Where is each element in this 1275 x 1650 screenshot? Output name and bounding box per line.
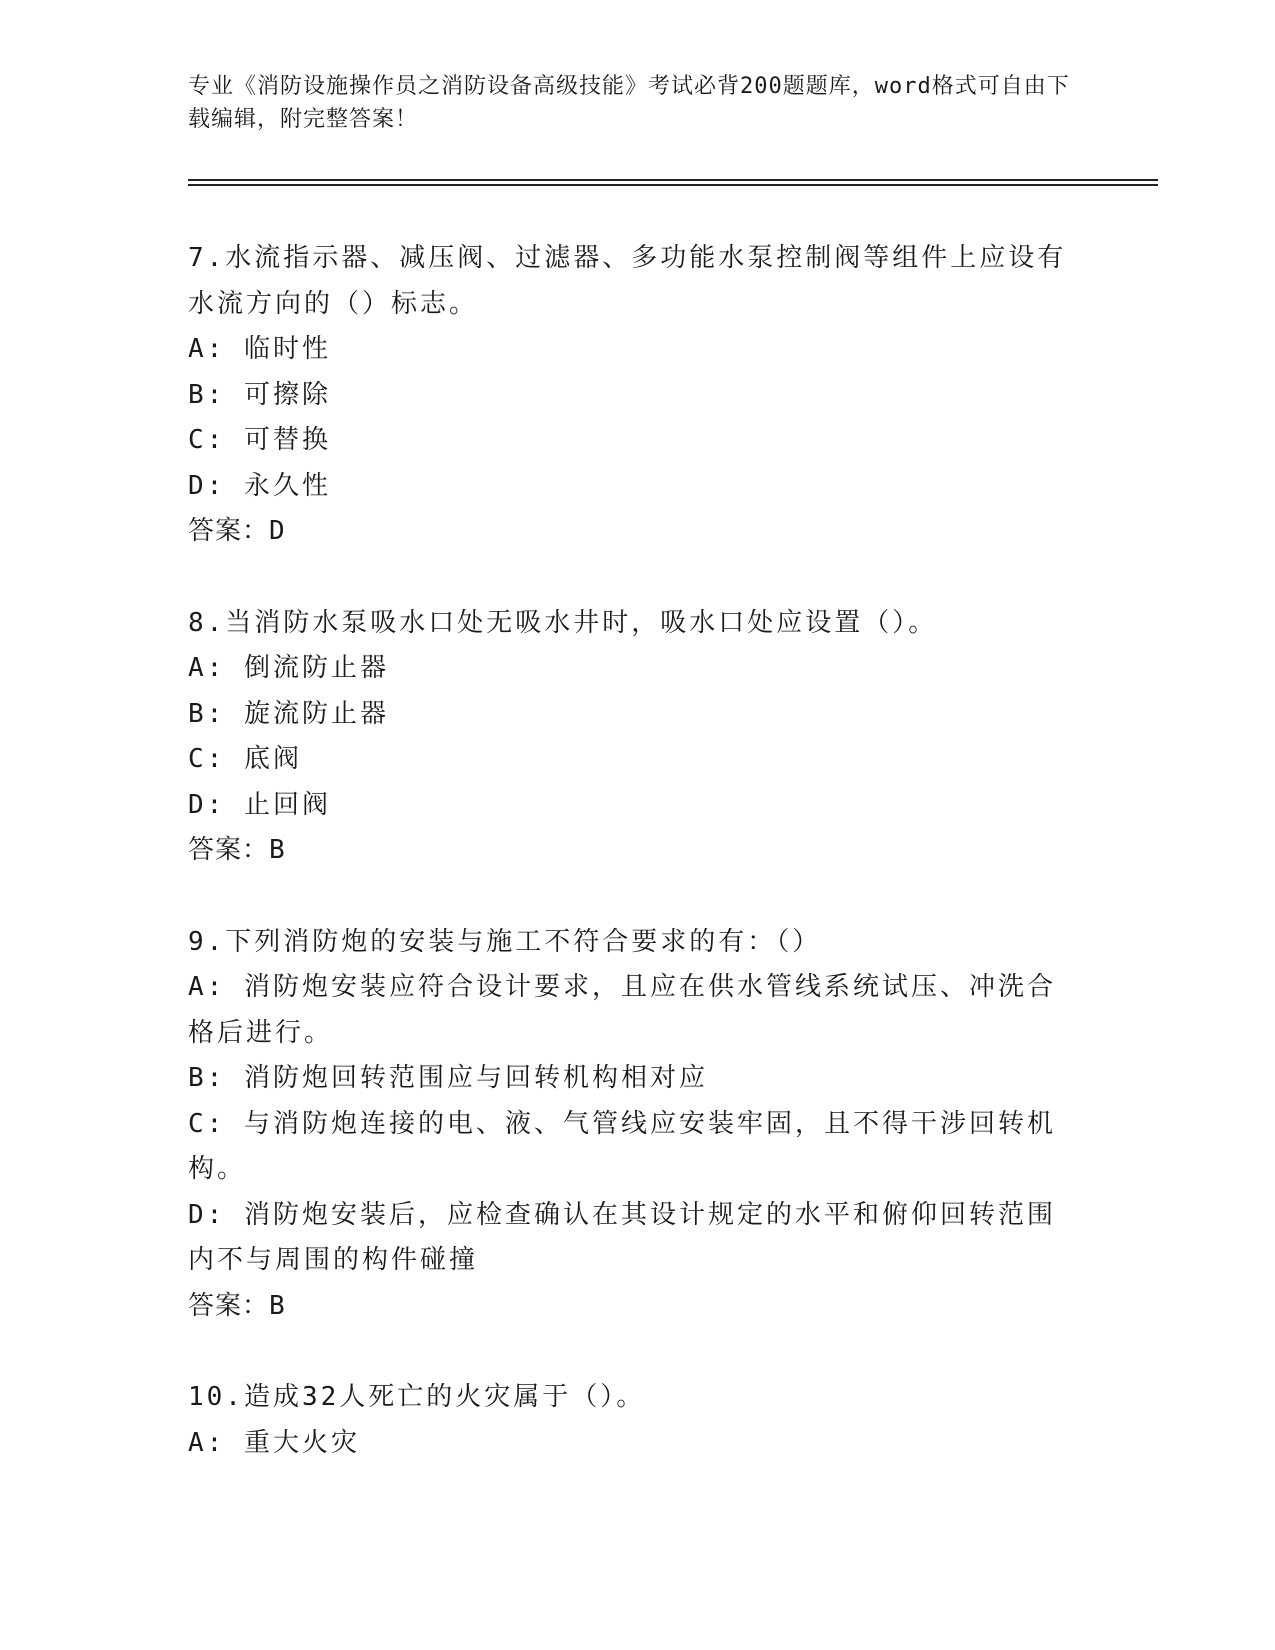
option-d: D: 永久性 — [188, 470, 331, 501]
document-header: 专业《消防设施操作员之消防设备高级技能》考试必背200题题库，word格式可自由下载编辑，附完整答案！ — [188, 74, 1070, 132]
question-10 — [188, 1375, 1078, 1466]
header-divider-top — [188, 179, 1158, 181]
option-b: B: 消防炮回转范围应与回转机构相对应 — [188, 1063, 708, 1093]
question-list — [188, 236, 1078, 1512]
answer-line — [188, 1284, 1078, 1330]
answer-label: 答案： — [188, 516, 270, 546]
option-c: C: 可替换 — [188, 425, 331, 455]
header-divider-bottom — [188, 184, 1158, 186]
option-c: C: 与消防炮连接的电、液、气管线应安装牢固，且不得干涉回转机构。 — [188, 1108, 1056, 1184]
option-a: A: 重大火灾 — [188, 1427, 360, 1458]
answer-value: D — [269, 516, 286, 546]
question-text: 7.水流指示器、减压阀、过滤器、多功能水泵控制阀等组件上应设有水流方向的（）标志。 — [188, 243, 1067, 319]
question-text: 10.造成32人死亡的火灾属于（）。 — [188, 1382, 646, 1412]
question-9 — [188, 920, 1078, 1330]
option-d: D: 消防炮安装后，应检查确认在其设计规定的水平和俯仰回转范围内不与周围的构件碰撞 — [188, 1199, 1056, 1275]
option-a: A: 消防炮安装应符合设计要求，且应在供水管线系统试压、冲洗合格后进行。 — [188, 972, 1056, 1048]
option-c: C: 底阀 — [188, 744, 302, 774]
answer-line — [188, 828, 1078, 874]
option-d: D: 止回阀 — [188, 789, 331, 820]
question-text: 8.当消防水泵吸水口处无吸水井时，吸水口处应设置（）。 — [188, 607, 938, 638]
option-b: B: 可擦除 — [188, 379, 331, 410]
option-b: B: 旋流防止器 — [188, 698, 389, 729]
question-text: 9.下列消防炮的安装与施工不符合要求的有：（） — [188, 926, 822, 957]
option-a: A: 临时性 — [188, 334, 331, 364]
question-8 — [188, 601, 1078, 874]
answer-value: B — [269, 835, 286, 865]
answer-label: 答案： — [188, 835, 270, 865]
option-a: A: 倒流防止器 — [188, 653, 389, 683]
answer-line — [188, 509, 1078, 555]
question-7 — [188, 236, 1078, 555]
answer-label: 答案： — [188, 1290, 270, 1321]
answer-value: B — [269, 1290, 286, 1321]
